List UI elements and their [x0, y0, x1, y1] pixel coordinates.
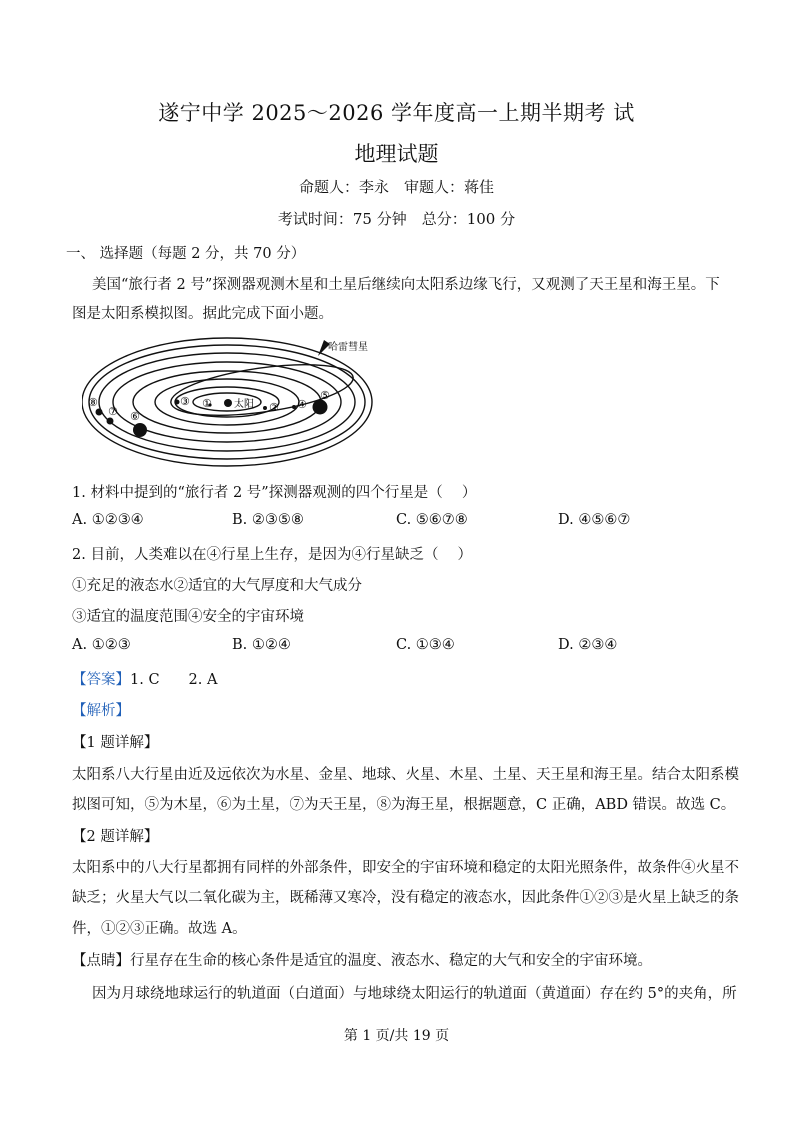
- detail-1-title: 【1 题详解】: [72, 735, 159, 751]
- planet-label-2: ②: [269, 401, 279, 414]
- key-point-text: 行星存在生命的核心条件是适宜的温度、液态水、稳定的大气和安全的宇宙环境。: [130, 953, 652, 969]
- section-heading: 一、 选择题（每题 2 分，共 70 分）: [66, 246, 306, 262]
- q1-option-a: A. ①②③④: [72, 512, 144, 528]
- planet-7: [107, 418, 114, 425]
- subject-title: 地理试题: [354, 142, 439, 166]
- planet-8: [96, 409, 103, 416]
- planet-label-4: ④: [297, 398, 307, 411]
- authors-line: 命题人：李永 审题人：蒋佳: [298, 178, 494, 196]
- q2-option-d: D. ②③④: [558, 637, 618, 653]
- planet-label-1: ①: [202, 397, 212, 410]
- analysis-tag: 【解析】: [72, 703, 130, 719]
- planet-label-3: ③: [180, 395, 190, 408]
- q2-option-a: A. ①②③: [72, 637, 131, 653]
- q2-option-b: B. ①②④: [232, 637, 291, 653]
- next-material-line-1: 因为月球绕地球运行的轨道面（白道面）与地球绕太阳运行的轨道面（黄道面）存在约 5°的夹角，所: [92, 986, 737, 1002]
- q2-item-1: ①充足的液态水②适宜的大气厚度和大气成分: [72, 578, 362, 594]
- exam-info-line: 考试时间：75 分钟 总分：100 分: [277, 210, 516, 228]
- page-footer: 第 1 页/共 19 页: [343, 1028, 450, 1044]
- detail-2-line-1: 太阳系中的八大行星都拥有同样的外部条件，即安全的宇宙环境和稳定的太阳光照条件，故条件④火星不: [72, 860, 739, 876]
- q2-stem: 2. 目前，人类难以在④行星上生存，是因为④行星缺乏（ ）: [72, 547, 473, 563]
- planet-label-5: ⑤: [320, 389, 330, 402]
- planet-label-8: ⑧: [88, 396, 98, 409]
- comet-label: 哈雷彗星: [328, 342, 368, 353]
- q1-option-d: D. ④⑤⑥⑦: [558, 512, 631, 528]
- detail-1-line-2: 拟图可知，⑤为木星，⑥为土星，⑦为天王星，⑧为海王星，根据题意，C 正确，ABD 错误。故选 C。: [72, 797, 736, 813]
- planet-label-6: ⑥: [130, 410, 140, 423]
- planet-2: [263, 406, 267, 410]
- material-line-1: 美国“旅行者 2 号”探测器观测木星和土星后继续向太阳系边缘飞行，又观测了天王星和海王星。下: [92, 277, 720, 293]
- q1-stem: 1. 材料中提到的“旅行者 2 号”探测器观测的四个行星是（ ）: [72, 485, 477, 501]
- detail-2-line-2: 缺乏；火星大气以二氧化碳为主，既稀薄又寒冷，没有稳定的液态水，因此条件①②③是火星上缺乏的条: [72, 890, 739, 906]
- q1-option-c: C. ⑤⑥⑦⑧: [396, 512, 468, 528]
- q1-option-b: B. ②③⑤⑧: [232, 512, 304, 528]
- planet-3: [175, 400, 180, 405]
- sun-label: 太阳: [234, 399, 254, 410]
- answer-line: [72, 668, 217, 689]
- key-point-line: [72, 949, 652, 970]
- material-line-2: 图是太阳系模拟图。据此完成下面小题。: [72, 306, 333, 322]
- solar-system-figure: [82, 330, 382, 472]
- planet-4: [292, 405, 296, 409]
- answer-text: 1. C 2. A: [130, 672, 218, 688]
- answer-tag: 【答案】: [72, 672, 130, 688]
- q2-option-c: C. ①③④: [396, 637, 455, 653]
- planet-6: [133, 423, 147, 437]
- exam-title: 遂宁中学 2025～2026 学年度高一上期半期考 试: [158, 101, 635, 125]
- key-point-tag: 【点睛】: [72, 953, 130, 969]
- q2-item-2: ③适宜的温度范围④安全的宇宙环境: [72, 609, 304, 625]
- planet-label-7: ⑦: [108, 405, 118, 418]
- sun-icon: [224, 399, 232, 407]
- detail-1-line-1: 太阳系八大行星由近及远依次为水星、金星、地球、火星、木星、土星、天王星和海王星。结合太阳系模: [72, 767, 739, 783]
- detail-2-line-3: 件，①②③正确。故选 A。: [72, 921, 247, 937]
- detail-2-title: 【2 题详解】: [72, 829, 159, 845]
